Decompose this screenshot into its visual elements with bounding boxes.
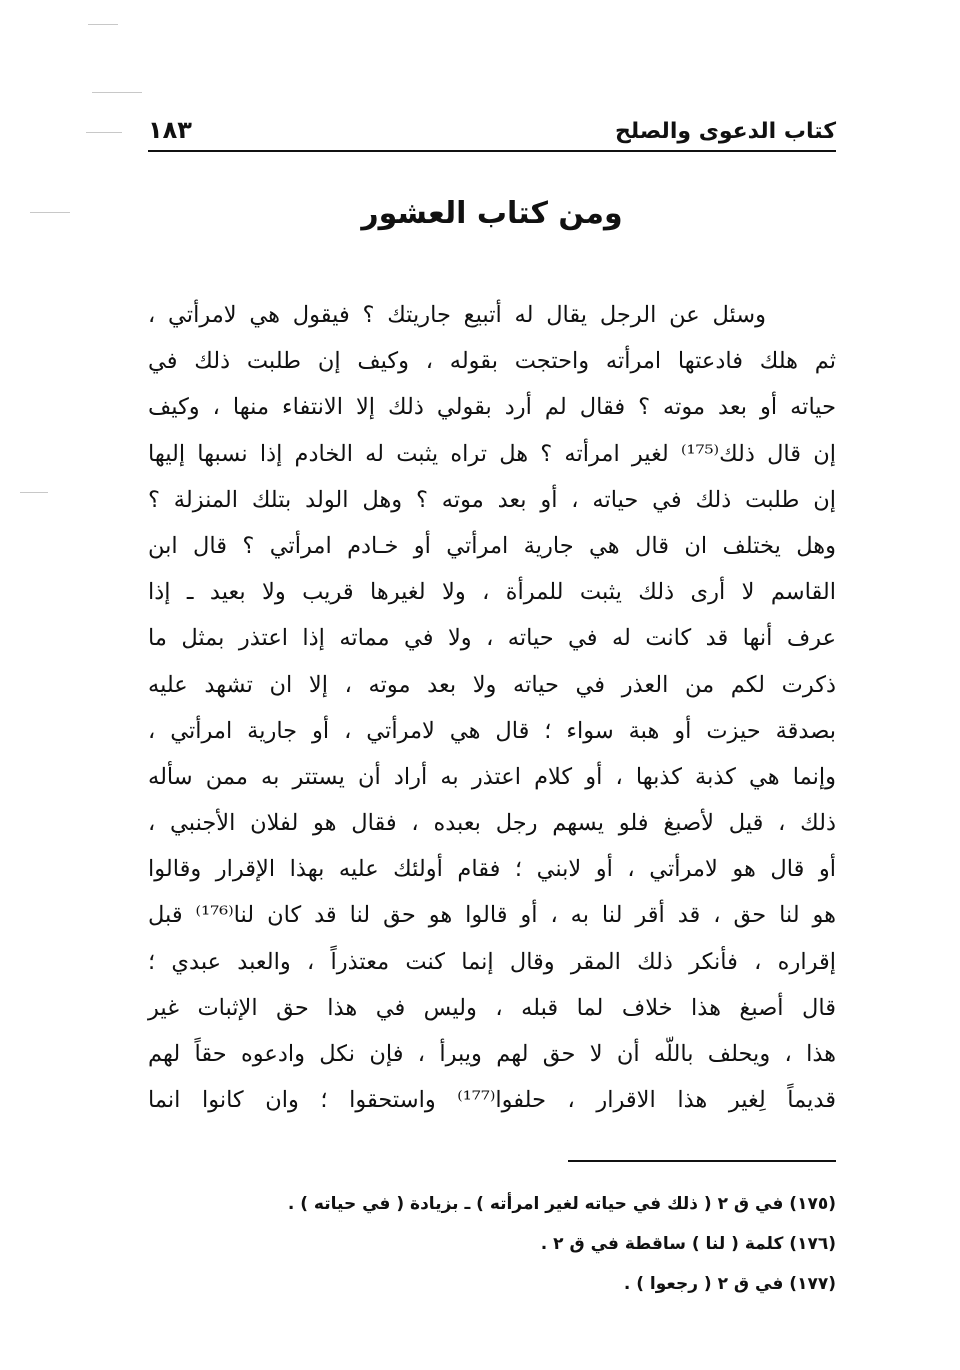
text-line: ذلك ، قيل لأصبغ فلو يسهم رجل بعبده ، فقال هو لفلان الأجنبي ، [148,810,836,837]
page-number: ١٨٣ [148,116,192,144]
scan-mark [30,212,70,213]
text-line: أو قال هو لامرأتي ، أو لابني ؛ فقام أولئك عليه بهذا الإقرار وقالوا [148,856,836,883]
text-line: وإنما هي كذبة كذبها ، أو كلام اعتذر به أراد أن يستتر به ممن سأله [148,763,836,790]
text-line: إن قال ذلك⁽¹⁷⁵⁾ لغير امرأته ؟ هل تراه يثبت له الخادم إذا نسبها إليها [148,440,836,467]
text-line: قديماً لِغير هذا الاقرار ، حلفوا⁽¹⁷⁷⁾ واستحقوا ؛ وان كانوا انما [148,1087,836,1114]
text-line: قال أصبغ هذا خلاف لما قبله ، وليس في هذا حق الإثبات غير [148,994,836,1021]
chapter-heading: ومن كتاب العشور [361,196,623,231]
scan-mark [86,132,122,133]
footnote-177: (١٧٧) في ق ٢ ( رجعوا ) . [623,1274,836,1294]
text-line: وهل يختلف ان قال هي جارية امرأتي أو خـادم امرأتي ؟ قال ابن [148,532,836,559]
text-line: ثم هلك فادعتها امرأته واحتجت بقوله ، وكيف إن طلبت ذلك في [148,348,836,375]
scan-mark [92,92,142,93]
running-title: كتاب الدعوى والصلح [615,119,836,144]
footnote-176: (١٧٦) كلمة ( لنا ) ساقطة في ق ٢ . [540,1234,836,1254]
text-line: عرف أنها قد كانت له في حياته ، ولا في مماته إذا اعتذر بمثل ما [148,625,836,652]
text-line: القاسم لا أرى ذلك يثبت للمرأة ، ولا لغيرها قريب ولا بعيد ـ إذا [148,579,836,606]
body-text [148,292,836,1123]
text-line: حياته أو بعد موته ؟ فقال لم أرد بقولي ذلك إلا الانتفاء منها ، وكيف [148,394,836,421]
text-line: إقراره ، فأنكر ذلك المقر وقال إنما كنت معتذراً ، والعبد عبدي ؛ [148,948,836,975]
text-line: وسئل عن الرجل يقال له أتبيع جاريتك ؟ فيقول هي لامرأتي ، [148,302,766,328]
text-line: هذا ، ويحلف باللّه أن لا حق لهم ويبرأ ، فإن نكل وادعوه حقاً لهم [148,1041,836,1067]
footnote-separator [568,1160,836,1162]
text-line: إن طلبت ذلك في حياته ، أو بعد موته ؟ وهل الولد بتلك المنزلة ؟ [148,486,836,513]
footnote-175: (١٧٥) في ق ٢ ( ذلك في حياته لغير امرأته ) ـ بزيادة ( في حياته ) . [287,1194,836,1214]
footnotes [148,1184,836,1304]
running-header [148,110,836,152]
text-line: بصدقة حيزت أو هبة سواء ؛ قال هي لامرأتي ، أو جارية امرأتي ، [148,717,836,744]
text-line: ذكرت لكم من العذر في حياته ولا بعد موته ، إلا ان تشهد عليه [148,671,836,698]
scan-mark [20,492,48,493]
text-line: هو لنا حق ، قد أقر لنا به ، أو قالوا هو حق لنا قد كان لنا⁽¹⁷⁶⁾ قبل [148,902,836,929]
scan-mark [88,24,118,25]
